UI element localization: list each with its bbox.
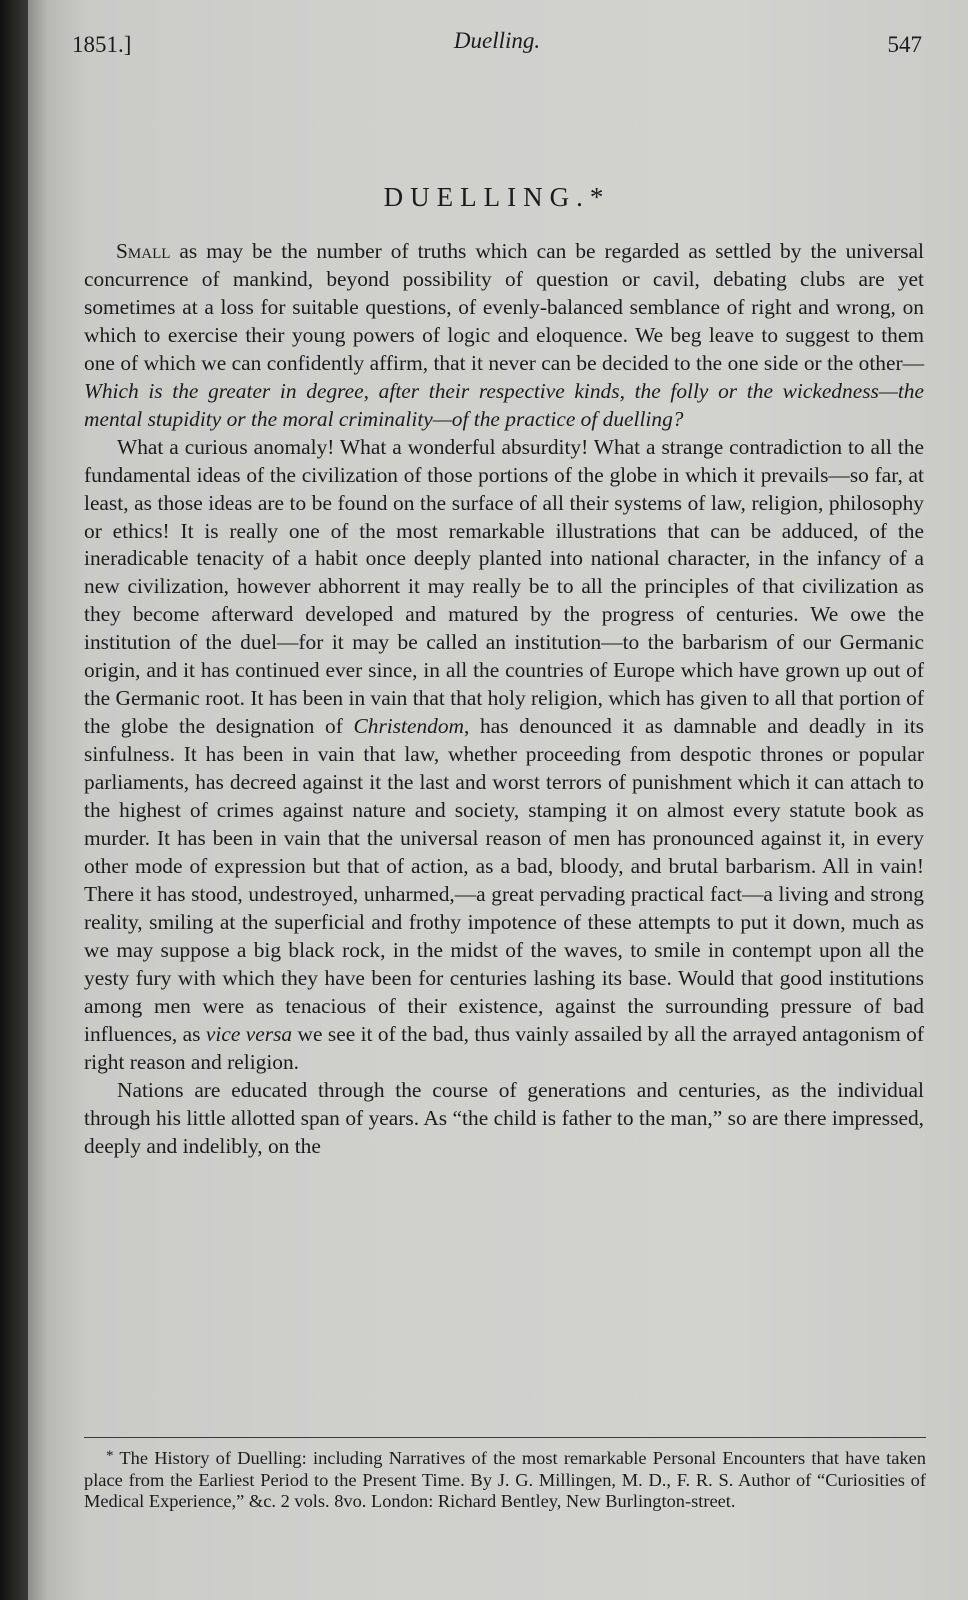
page-number: 547: [887, 32, 922, 57]
paragraph-1-lead: Small: [116, 239, 171, 263]
running-head-title: Duelling.: [453, 28, 541, 53]
article-title: DUELLING.*: [383, 182, 611, 212]
paragraph-2-text-b: , has denounced it as damnable and deadly in its sinfulness. It has been in vain that law, whether proceeding from despotic thrones or popular parliaments, has decreed against it the last and worst terrors of punishment which it can attach to the highest of crimes against nature and society, stamping it on almost every statute book as murder. It has been in vain that the universal reason of men has pronounced against it, in every other mode of expression but that of action, as a bad, bloody, and brutal barbarism. All in vain! There it has stood, undestroyed, unharmed,—a great pervading practical fact—a living and strong reality, smiling at the superficial and frothy impotence of these attempts to put it down, much as we may suppose a big black rock, in the midst of the waves, to smile in contempt upon all the yesty fury with which they have been for centuries lashing its base. Would that good institutions among men were as tenacious of their existence, against the surrounding pressure of bad influences, as: [84, 714, 924, 1046]
paragraph-3: Nations are educated through the course of generations and centuries, as the individual through his little allotted span of years. As “the child is father to the man,” so are there impressed, deeply and indelibly, on the: [84, 1077, 924, 1158]
book-page: [28, 0, 968, 1600]
paragraph-1-question: Which is the greater in degree, after their respective kinds, the folly or the wickedness—the mental stupidity or the moral criminality—of the practice of duelling?: [84, 378, 924, 431]
article-body: [84, 238, 924, 1160]
paragraph-2: [84, 434, 924, 1077]
footnote-rule: [84, 1437, 926, 1438]
paragraph-1: [84, 238, 924, 434]
paragraph-2-vice-versa: vice versa: [205, 1021, 293, 1046]
book-gutter-shadow: [0, 0, 28, 1600]
footnote-mark: *: [106, 1448, 114, 1464]
footnote: [84, 1446, 926, 1513]
running-head-year: 1851.]: [72, 32, 132, 57]
running-head: [72, 26, 922, 62]
paragraph-2-text-c: we see it of the bad, thus vainly assailed by all the arrayed antagonism of right reason and religion.: [84, 1021, 924, 1074]
footnote-text: The History of Duelling: including Narratives of the most remarkable Personal Encounters that have taken place from the Earliest Period to the Present Time. By J. G. Millingen, M. D., F. R. S. Author of “Curiosities of Medical Experience,” &c. 2 vols. 8vo. London: Richard Bentley, New Burlington-street.: [84, 1448, 926, 1511]
paragraph-2-christendom: Christendom: [353, 714, 465, 739]
paragraph-2-text-a: What a curious anomaly! What a wonderful absurdity! What a strange contradiction to all the fundamental ideas of the civilization of those portions of the globe in which it prevails—so far, at least, as those ideas are to be found on the surface of all their systems of law, religion, philosophy or ethics! It is really one of the most remarkable illustrations that can be adduced, of the ineradicable tenacity of a habit once deeply planted into national character, in the infancy of a new civilization, however abhorrent it may really be to all the principles of that civilization as they become afterward developed and matured by the progress of centuries. We owe the institution of the duel—for it may be called an institution—to the barbarism of our Germanic origin, and it has continued ever since, in all the countries of Europe which have grown up out of the Germanic root. It has been in vain that that holy religion, which has given to all that portion of the globe the designation of: [84, 434, 924, 739]
paragraph-1-text: as may be the number of truths which can be regarded as settled by the universal concurrence of mankind, beyond possibility of question or cavil, debating clubs are yet sometimes at a loss for suitable questions, of evenly-balanced semblance of right and wrong, on which to exercise their young powers of logic and eloquence. We beg leave to suggest to them one of which we can confidently affirm, that it never can be decided to the one side or the other—: [84, 239, 924, 375]
